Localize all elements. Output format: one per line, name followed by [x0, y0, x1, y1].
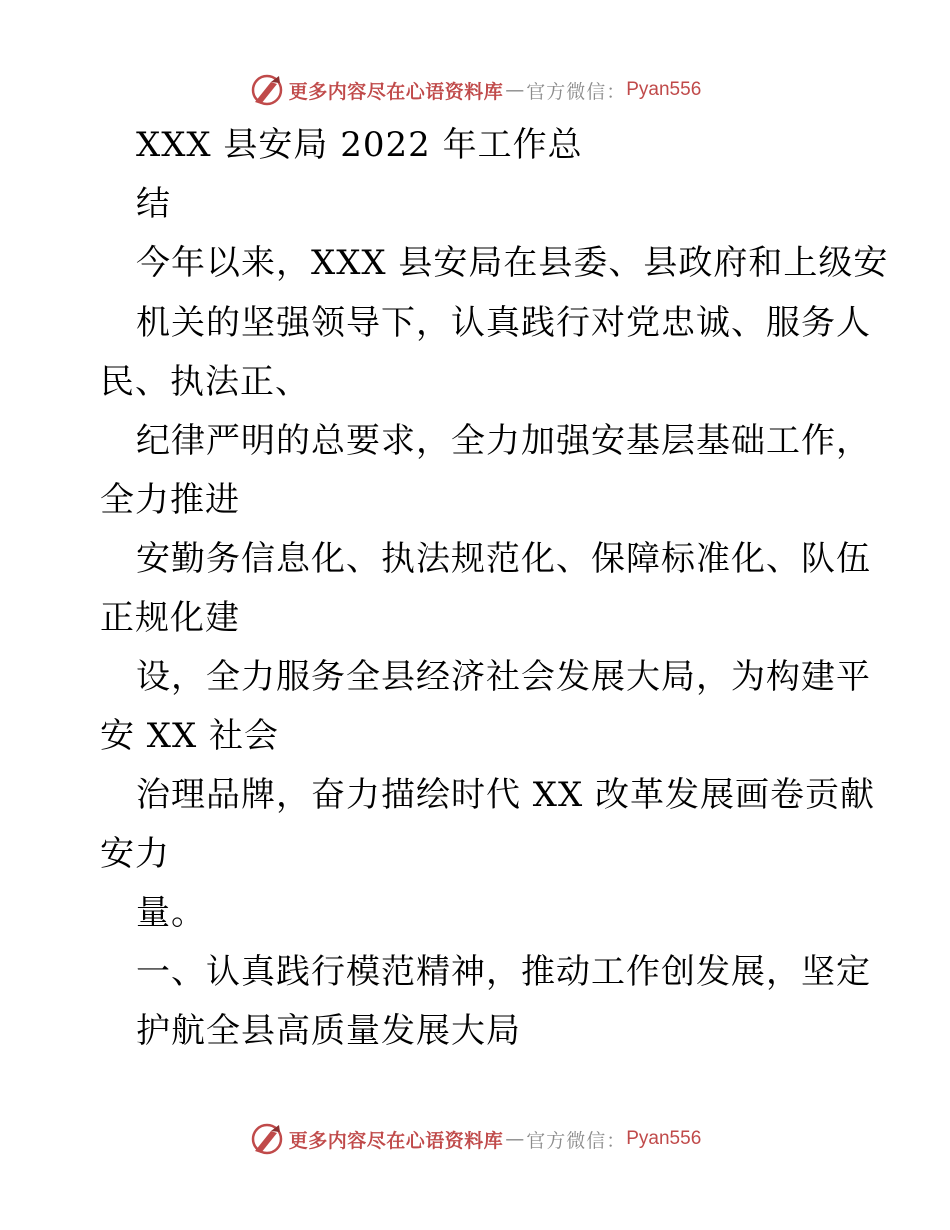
banner-separator: —: [505, 79, 525, 101]
header-banner: [0, 70, 950, 110]
document-title-line-1: XXX 县安局 2022 年工作总: [136, 125, 583, 165]
pen-circle-logo-icon: [249, 72, 285, 108]
paragraph-line: 安 XX 社会: [100, 716, 280, 756]
banner-brand-text: 更多内容尽在心语资料库: [288, 80, 504, 103]
paragraph-line: 设，全力服务全县经济社会发展大局，为构建平: [136, 657, 871, 697]
banner-wechat-id: Pyan556: [626, 79, 702, 100]
banner-official-text: 官方微信：: [526, 80, 627, 103]
paragraph-line: 正规化建: [100, 598, 240, 638]
paragraph-line: 今年以来，XXX 县安局在县委、县政府和上级安: [136, 243, 889, 283]
paragraph-line: 安力: [100, 834, 170, 874]
section-heading-line-2: 护航全县高质量发展大局: [136, 1011, 521, 1051]
paragraph-line: 安勤务信息化、执法规范化、保障标准化、队伍: [136, 539, 871, 579]
footer-banner: [0, 1119, 950, 1159]
document-title-line-2: 结: [136, 184, 171, 224]
banner-wechat-id: Pyan556: [626, 1128, 702, 1149]
paragraph-line: 全力推进: [100, 480, 240, 520]
banner-separator: —: [505, 1128, 525, 1150]
paragraph-line: 治理品牌，奋力描绘时代 XX 改革发展画卷贡献: [136, 775, 876, 815]
paragraph-line: 机关的坚强领导下，认真践行对党忠诚、服务人: [136, 303, 871, 343]
banner-brand-text: 更多内容尽在心语资料库: [288, 1129, 504, 1152]
paragraph-line: 民、执法正、: [100, 362, 310, 402]
section-heading-line-1: 一、认真践行模范精神，推动工作创发展，坚定: [136, 952, 871, 992]
paragraph-line: 量。: [136, 893, 206, 933]
banner-official-text: 官方微信：: [526, 1129, 627, 1152]
pen-circle-logo-icon: [249, 1121, 285, 1157]
paragraph-line: 纪律严明的总要求，全力加强安基层基础工作，: [136, 421, 871, 461]
